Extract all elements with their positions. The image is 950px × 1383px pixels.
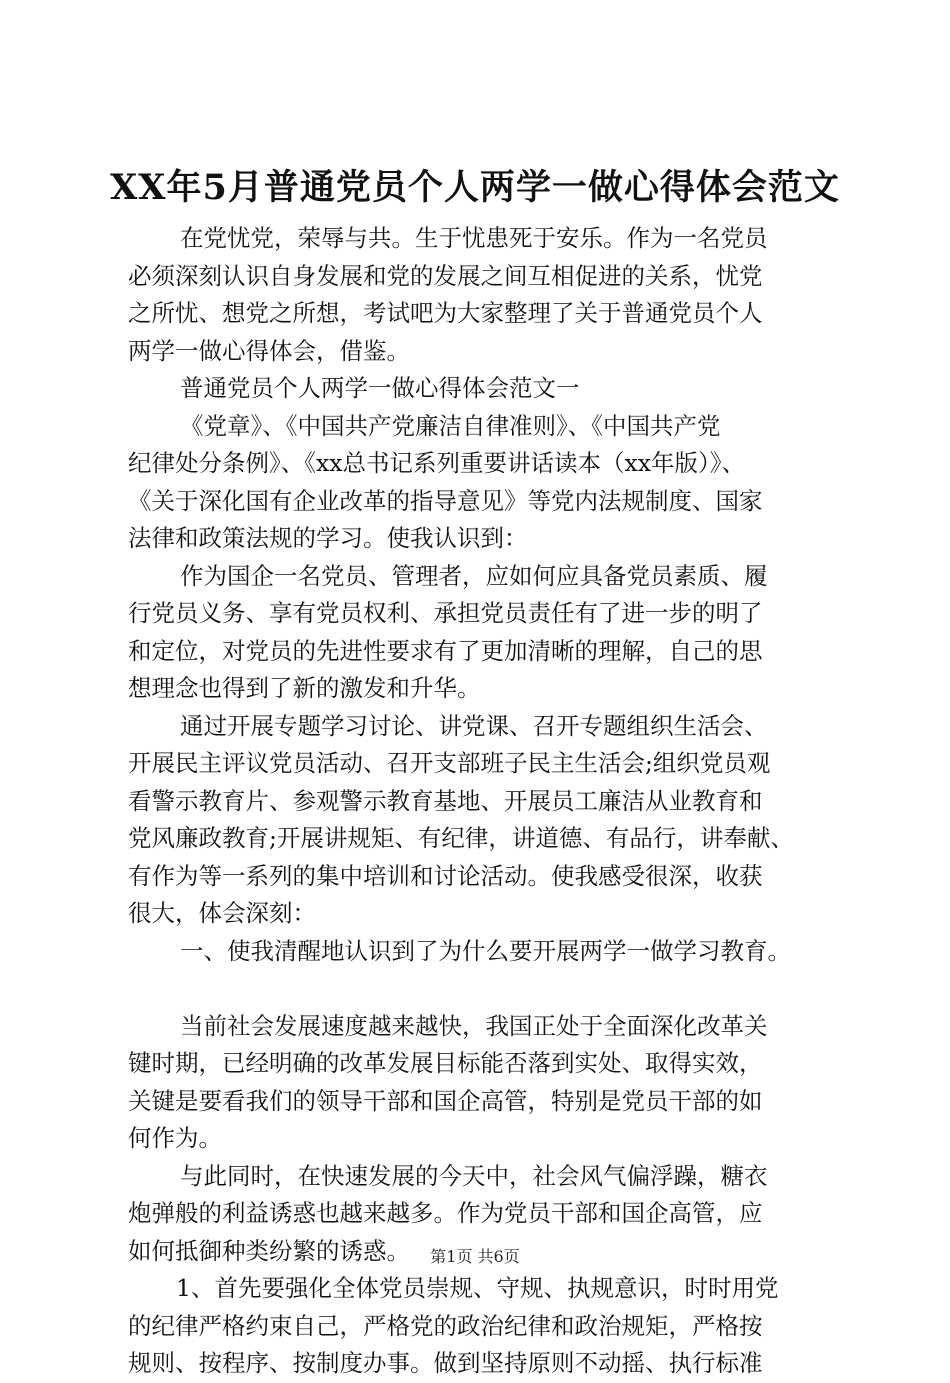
paragraph-line: 作为国企一名党员、管理者，应如何应具备党员素质、履 bbox=[180, 561, 768, 590]
paragraph-line: 当前社会发展速度越来越快，我国正处于全面深化改革关 bbox=[180, 1011, 768, 1040]
paragraph-line: 两学一做心得体会，借鉴。 bbox=[128, 336, 410, 365]
section-heading: 普通党员个人两学一做心得体会范文一 bbox=[180, 374, 580, 402]
paragraph-line: 想理念也得到了新的激发和升华。 bbox=[128, 674, 481, 702]
paragraph-line: 开展民主评议党员活动、召开支部班子民主生活会;组织党员观 bbox=[128, 749, 771, 777]
paragraph-line: 键时期，已经明确的改革发展目标能否落到实处、取得实效， bbox=[128, 1049, 763, 1077]
paragraph-line: 党风廉政教育;开展讲规矩、有纪律，讲道德、有品行，讲奉献、 bbox=[128, 824, 794, 852]
paragraph-line: 法律和政策法规的学习。使我认识到： bbox=[128, 524, 528, 552]
paragraph-line: 何作为。 bbox=[128, 1124, 222, 1152]
document-title: XX年5月普通党员个人两学一做心得体会范文 bbox=[110, 167, 840, 208]
page-number-footer: 第1页 共6页 bbox=[430, 1247, 520, 1266]
paragraph-line: 如何抵御种类纷繁的诱惑。 bbox=[128, 1236, 410, 1265]
paragraph-line: 的纪律严格约束自己，严格党的政治纪律和政治规矩，严格按 bbox=[128, 1311, 763, 1340]
paragraph-line: 规则、按程序、按制度办事。做到坚持原则不动摇、执行标准 bbox=[128, 1349, 763, 1377]
paragraph-line: 看警示教育片、参观警示教育基地、开展员工廉洁从业教育和 bbox=[128, 786, 763, 815]
paragraph-line: 纪律处分条例》、《xx总书记系列重要讲话读本（xx年版）》、 bbox=[128, 449, 746, 477]
paragraph-line: 之所忧、想党之所想，考试吧为大家整理了关于普通党员个人 bbox=[128, 299, 763, 327]
paragraph-line: 与此同时，在快速发展的今天中，社会风气偏浮躁，糖衣 bbox=[180, 1161, 768, 1190]
paragraph-line: 关键是要看我们的领导干部和国企高管，特别是党员干部的如 bbox=[128, 1086, 763, 1115]
paragraph-line: 《关于深化国有企业改革的指导意见》等党内法规制度、国家 bbox=[128, 486, 763, 515]
paragraph-line: 很大，体会深刻： bbox=[128, 899, 316, 927]
paragraph-line: 《党章》、《中国共产党廉洁自律准则》、《中国共产党 bbox=[180, 411, 721, 440]
section-heading: 一、使我清醒地认识到了为什么要开展两学一做学习教育。 bbox=[180, 936, 791, 965]
paragraph-line: 炮弹般的利益诱惑也越来越多。作为党员干部和国企高管，应 bbox=[128, 1199, 763, 1227]
document-body bbox=[128, 220, 828, 1383]
paragraph-line: 有作为等一系列的集中培训和讨论活动。使我感受很深，收获 bbox=[128, 861, 763, 890]
paragraph-line: 通过开展专题学习讨论、讲党课、召开专题组织生活会、 bbox=[180, 711, 768, 740]
paragraph-line: 行党员义务、享有党员权利、承担党员责任有了进一步的明了 bbox=[128, 599, 763, 627]
paragraph-line: 和定位，对党员的先进性要求有了更加清晰的理解，自己的思 bbox=[128, 636, 763, 665]
paragraph-line: 必须深刻认识自身发展和党的发展之间互相促进的关系，忧党 bbox=[128, 261, 763, 290]
blank-line bbox=[128, 970, 828, 1008]
paragraph-line: 1、首先要强化全体党员崇规、守规、执规意识，时时用党 bbox=[176, 1274, 779, 1302]
paragraph-line: 在党忧党，荣辱与共。生于忧患死于安乐。作为一名党员 bbox=[180, 224, 768, 252]
